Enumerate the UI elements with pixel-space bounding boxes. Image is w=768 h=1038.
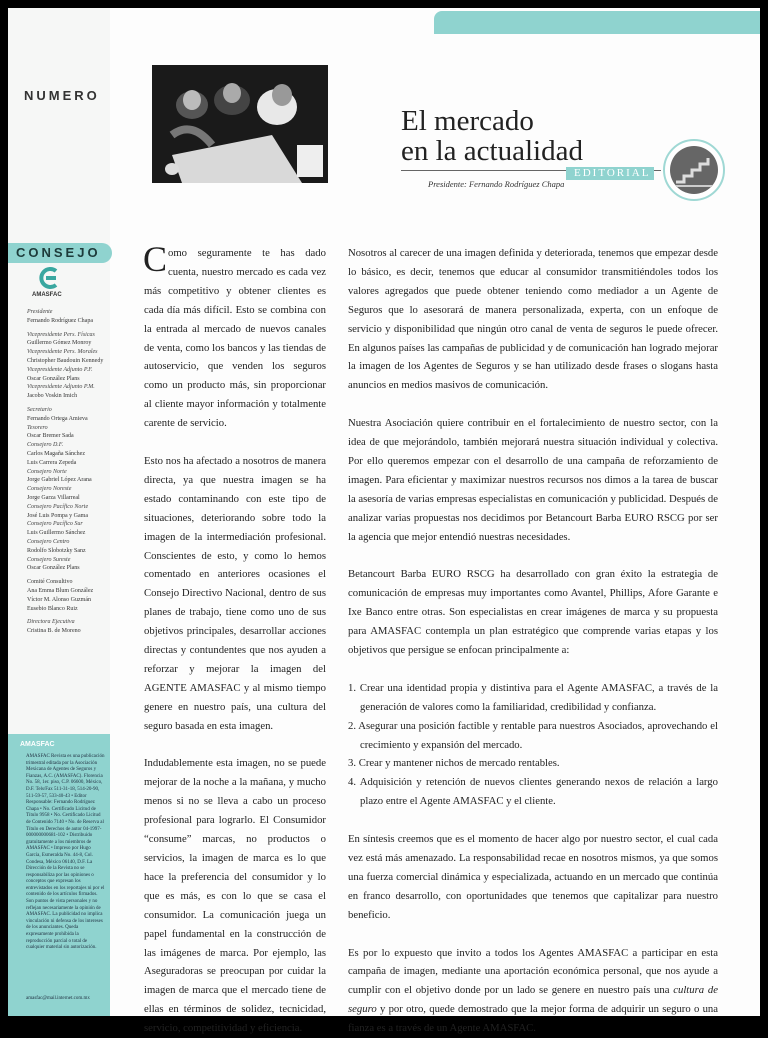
board-name: Oscar Bremer Sada: [27, 433, 74, 440]
drop-cap: C: [143, 239, 168, 279]
board-name: Jacobo Voskin Imich: [27, 393, 78, 400]
publication-info: [8, 734, 110, 1016]
board-role: Consejero Pacífico Norte: [27, 503, 89, 510]
board-name: Luis Guillermo Sánchez: [27, 530, 86, 537]
paragraph: Betancourt Barba EURO RSCG ha desarrollado con gran éxito la estrategia de comunicación de empresas muy importantes como Avantel, Phillips, Afore Garante e Ixe Banco entre otras. Son especialistas en crear imágenes de marca y su propuesta para AMASFAC contempla un plan estratégico que comprende varias etapas y los objetivos que persigue se enfocan principalmente a:: [348, 568, 718, 657]
board-name: Rodolfo Slobotzky Sanz: [27, 547, 86, 554]
paragraph: Nosotros al carecer de una imagen definida y deteriorada, tenemos que empezar desde lo básico, es decir, tenemos que educar al consumidor transmitiéndoles todos los valores agregados que puede obtener teniendo como mediador a un Agente de Seguros que lo asesorará de manera personalizada, experta, con un enfoque de servicio y disponibilidad que ningún otro canal de venta de seguros le puede ofrecer. En algunos países las campañas de publicidad y de comunicación han logrado mejorar la imagen de los Agentes de Seguros y se han utilizado desde frases o slogans hasta anuncios en medios masivos de comunicación.: [348, 247, 718, 392]
board-name: Ana Emma Blum González: [27, 587, 94, 594]
board-name: Christopher Baudouin Kennedy: [27, 357, 104, 364]
board-name: Oscar González Plans: [27, 565, 80, 572]
paragraph: En síntesis creemos que es el momento de hacer algo por nuestro sector, el cual cada vez está más amenazado. La responsabilidad recae en nosotros mismos, ya que somos una fuerza comercial dinámica y especializada, actuando en un mercado que continúa en franco desarrollo, con oportunidades que tenemos que capitalizar para nuestro beneficio.: [348, 833, 718, 921]
title-line-1: El mercado: [401, 105, 534, 137]
editorial-page: [8, 8, 760, 1035]
objectives-list: [348, 679, 718, 811]
paragraph: [143, 239, 326, 433]
list-item: 1. Crear una identidad propia y distintiva para el Agente AMASFAC, a través de la generación de valores como la familiaridad, credibilidad y confianza.: [348, 681, 718, 713]
board-name: Fernando Rodríguez Chapa: [27, 317, 93, 324]
paragraph: Esto nos ha afectado a nosotros de manera directa, ya que nuestra imagen se ha estado contaminando con este tipo de situaciones, deteriorando sobre todo la imagen de la intermediación profesional. Conscientes de esto, y como lo hemos comentado en anteriores ocasiones el Consejo Directivo Nacional, dentro de sus planes de trabajo, tiene como uno de sus objetivos principales, desarrollar acciones directas y contundentes que nos ayuden a reforzar y mejorar la imagen del AGENTE AMASFAC y al mismo tiempo genere en nuestro país, una cultura del seguro basada en esta imagen.: [144, 454, 326, 732]
logo-text: AMASFAC: [32, 292, 62, 298]
issue-label: NUMERO: [24, 88, 100, 103]
board-name: Comité Consultivo: [27, 579, 73, 586]
paragraph-text: y por otro, quede demostrado que la mejor forma de adquirir un seguro o una fianza es a través de un Agente AMASFAC.: [348, 1003, 718, 1035]
list-item: 3. Crear y mantener nichos de mercado rentables.: [348, 757, 560, 770]
board-name: Víctor M. Alonso Guzmán: [27, 596, 91, 603]
board-role: Consejero Pacífico Sur: [27, 521, 83, 528]
board-name: Carlos Magaña Sánchez: [27, 450, 85, 457]
section-tag: [566, 167, 654, 180]
section-label: EDITORIAL: [574, 167, 651, 179]
meeting-photo: [152, 65, 328, 183]
board-role: Directora Ejecutiva: [27, 619, 75, 626]
paragraph-text: Es por lo expuesto que invito a todos los Agentes AMASFAC a participar en esta campaña de imagen, mediante una aportación económica personal, que nos ayude a cumplir con el objetivo donde por un lado se genere en nuestro país una: [348, 946, 718, 997]
author-line: Presidente: Fernando Rodríguez Chapa: [428, 179, 565, 189]
board-name: Eusebio Blanco Ruiz: [27, 605, 78, 612]
board-role: Vicepresidente Pers. Morales: [27, 349, 98, 356]
column-right: [348, 244, 718, 1038]
title-line-2: en la actualidad: [401, 135, 583, 167]
board-name: José Luis Pompa y Gama: [27, 512, 88, 519]
stairs-image-icon: [662, 138, 726, 202]
amasfac-logo-icon: [38, 266, 62, 290]
emphasis-text: cultura de seguro: [348, 984, 718, 1016]
board-role: Consejero Noreste: [27, 486, 72, 493]
paragraph: [348, 944, 718, 1038]
board-name: Luis Carrera Zepeda: [27, 459, 77, 466]
board-role: Secretario: [27, 406, 52, 413]
board-name: Fernando Ortega Amieva: [27, 415, 88, 422]
board-name: Cristina B. de Moreno: [27, 628, 81, 635]
paragraph: Indudablemente esta imagen, no se puede mejorar de la noche a la mañana, y mucho menos si no se lleva a cabo un proceso profesional para lograrlo. El Consumidor “consume” marcas, no productos o servicios, la imagen de marca es lo que hace la preferencia del consumidor y lo que es más, es con lo que se casa el consumidor. La comunicación juega un papel fundamental en la construcción de las imágenes de marca. Por ejemplo, las Aseguradoras se preocupan por cuidar la imagen de marca que el mercado tiene de ellas en términos de solidez, tecnicidad, servicio, competitividad y eficiencia.: [144, 757, 326, 1035]
board-name: Guillermo Gómez Monroy: [27, 340, 92, 347]
board-list: [27, 308, 109, 636]
board-role: Consejero Centro: [27, 538, 70, 545]
board-role: Consejero D.F.: [27, 442, 64, 449]
consejo-banner: [8, 243, 112, 263]
board-name: Oscar González Plans: [27, 375, 80, 382]
sidebar: [8, 8, 110, 1016]
board-role: Vicepresidente Adjunto P.M.: [27, 384, 95, 391]
info-title: AMASFAC: [20, 741, 55, 748]
column-left: [143, 239, 326, 1038]
board-name: Jorge Gabriel López Arana: [27, 477, 92, 484]
article-title: [401, 106, 583, 166]
info-text: AMASFAC Revista es una publicación trimestral editada por la Asociación Mexicana de Agentes de Seguros y Fianzas, A.C. (AMASFAC). Florencia No. 58, 1er. piso, C.P. 06600, México, D.F. Tels/Fax 511-31-18, 514-20-90, 511-59-57, 533-40-43 • Editor Responsable: Fernando Rodríguez Chapa • No. Certificado Licitud de Título 9958 • No. Certificado Licitud de Contenido 7140 • No. de Reserva al Título en Derechos de autor 04-1997-000000000681-102 • Distribuido gratuitamente a los miembros de AMASFAC • Impreso por Hugo García, Esmeralda No. 44-8, Col. Condesa, México 06140, D.F. La Dirección de la Revista no se responsabiliza por las opiniones o conceptos que expresan los entrevistados en los reportajes ni por el contenido de los artículos firmados. Son puntos de vista personales y no reflejan necesariamente la opinión de AMASFAC. La publicidad no implica vinculación ni defensa de los intereses de los anunciantes. Queda expresamente prohibida la reproducción parcial o total de cualquier material sin autorización.: [26, 754, 105, 951]
board-role: Vicepresidente Pers. Físicas: [27, 331, 95, 338]
board-role: Tesorero: [27, 424, 48, 431]
board-role: Consejero Sureste: [27, 556, 71, 563]
board-role: Presidente: [27, 309, 53, 315]
list-item: 2. Asegurar una posición factible y rentable para nuestros Asociados, aprovechando el crecimiento y expansión del mercado.: [348, 719, 718, 751]
board-role: Vicepresidente Adjunto P.F.: [27, 366, 93, 373]
list-item: 4. Adquisición y retención de nuevos clientes generando nexos de relación a largo plazo entre el Agente AMASFAC y el cliente.: [348, 776, 718, 808]
paragraph: Nuestra Asociación quiere contribuir en el fortalecimiento de nuestro sector, con la idea de que mejorándolo, también mejorará nuestra situación individual y colectiva. Por ello queremos empezar con el desarrollo de una campaña de reforzamiento de imagen. Para eficientar y maximizar nuestros recursos nos dimos a la tarea de buscar la asesoría de varias empresas especialistas en comunicación y publicidad. Después de analizar varias propuestas nos decidimos por Betancourt Barba EURO RSCG por ser la agencia que mejor entendió nuestras necesidades.: [348, 417, 718, 543]
board-role: Consejero Norte: [27, 468, 67, 475]
paragraph-text: omo seguramente te has dado cuenta, nuestro mercado es cada vez más competitivo y obtener clientes es cada día más difícil. Esto se combina con la entrada al mercado de nuevos canales de venta, como los bancos y las tiendas de autoservicio, que venden los seguros como un producto más, sin proporcionar al cliente mayor información y totalmente carente de servicio.: [144, 247, 326, 430]
consejo-label: CONSEJO: [16, 245, 101, 260]
top-accent-bar: [434, 11, 760, 34]
board-name: Jorge Garza Villarreal: [27, 494, 80, 501]
info-email: amasfac@mail.internet.com.mx: [26, 996, 90, 1001]
